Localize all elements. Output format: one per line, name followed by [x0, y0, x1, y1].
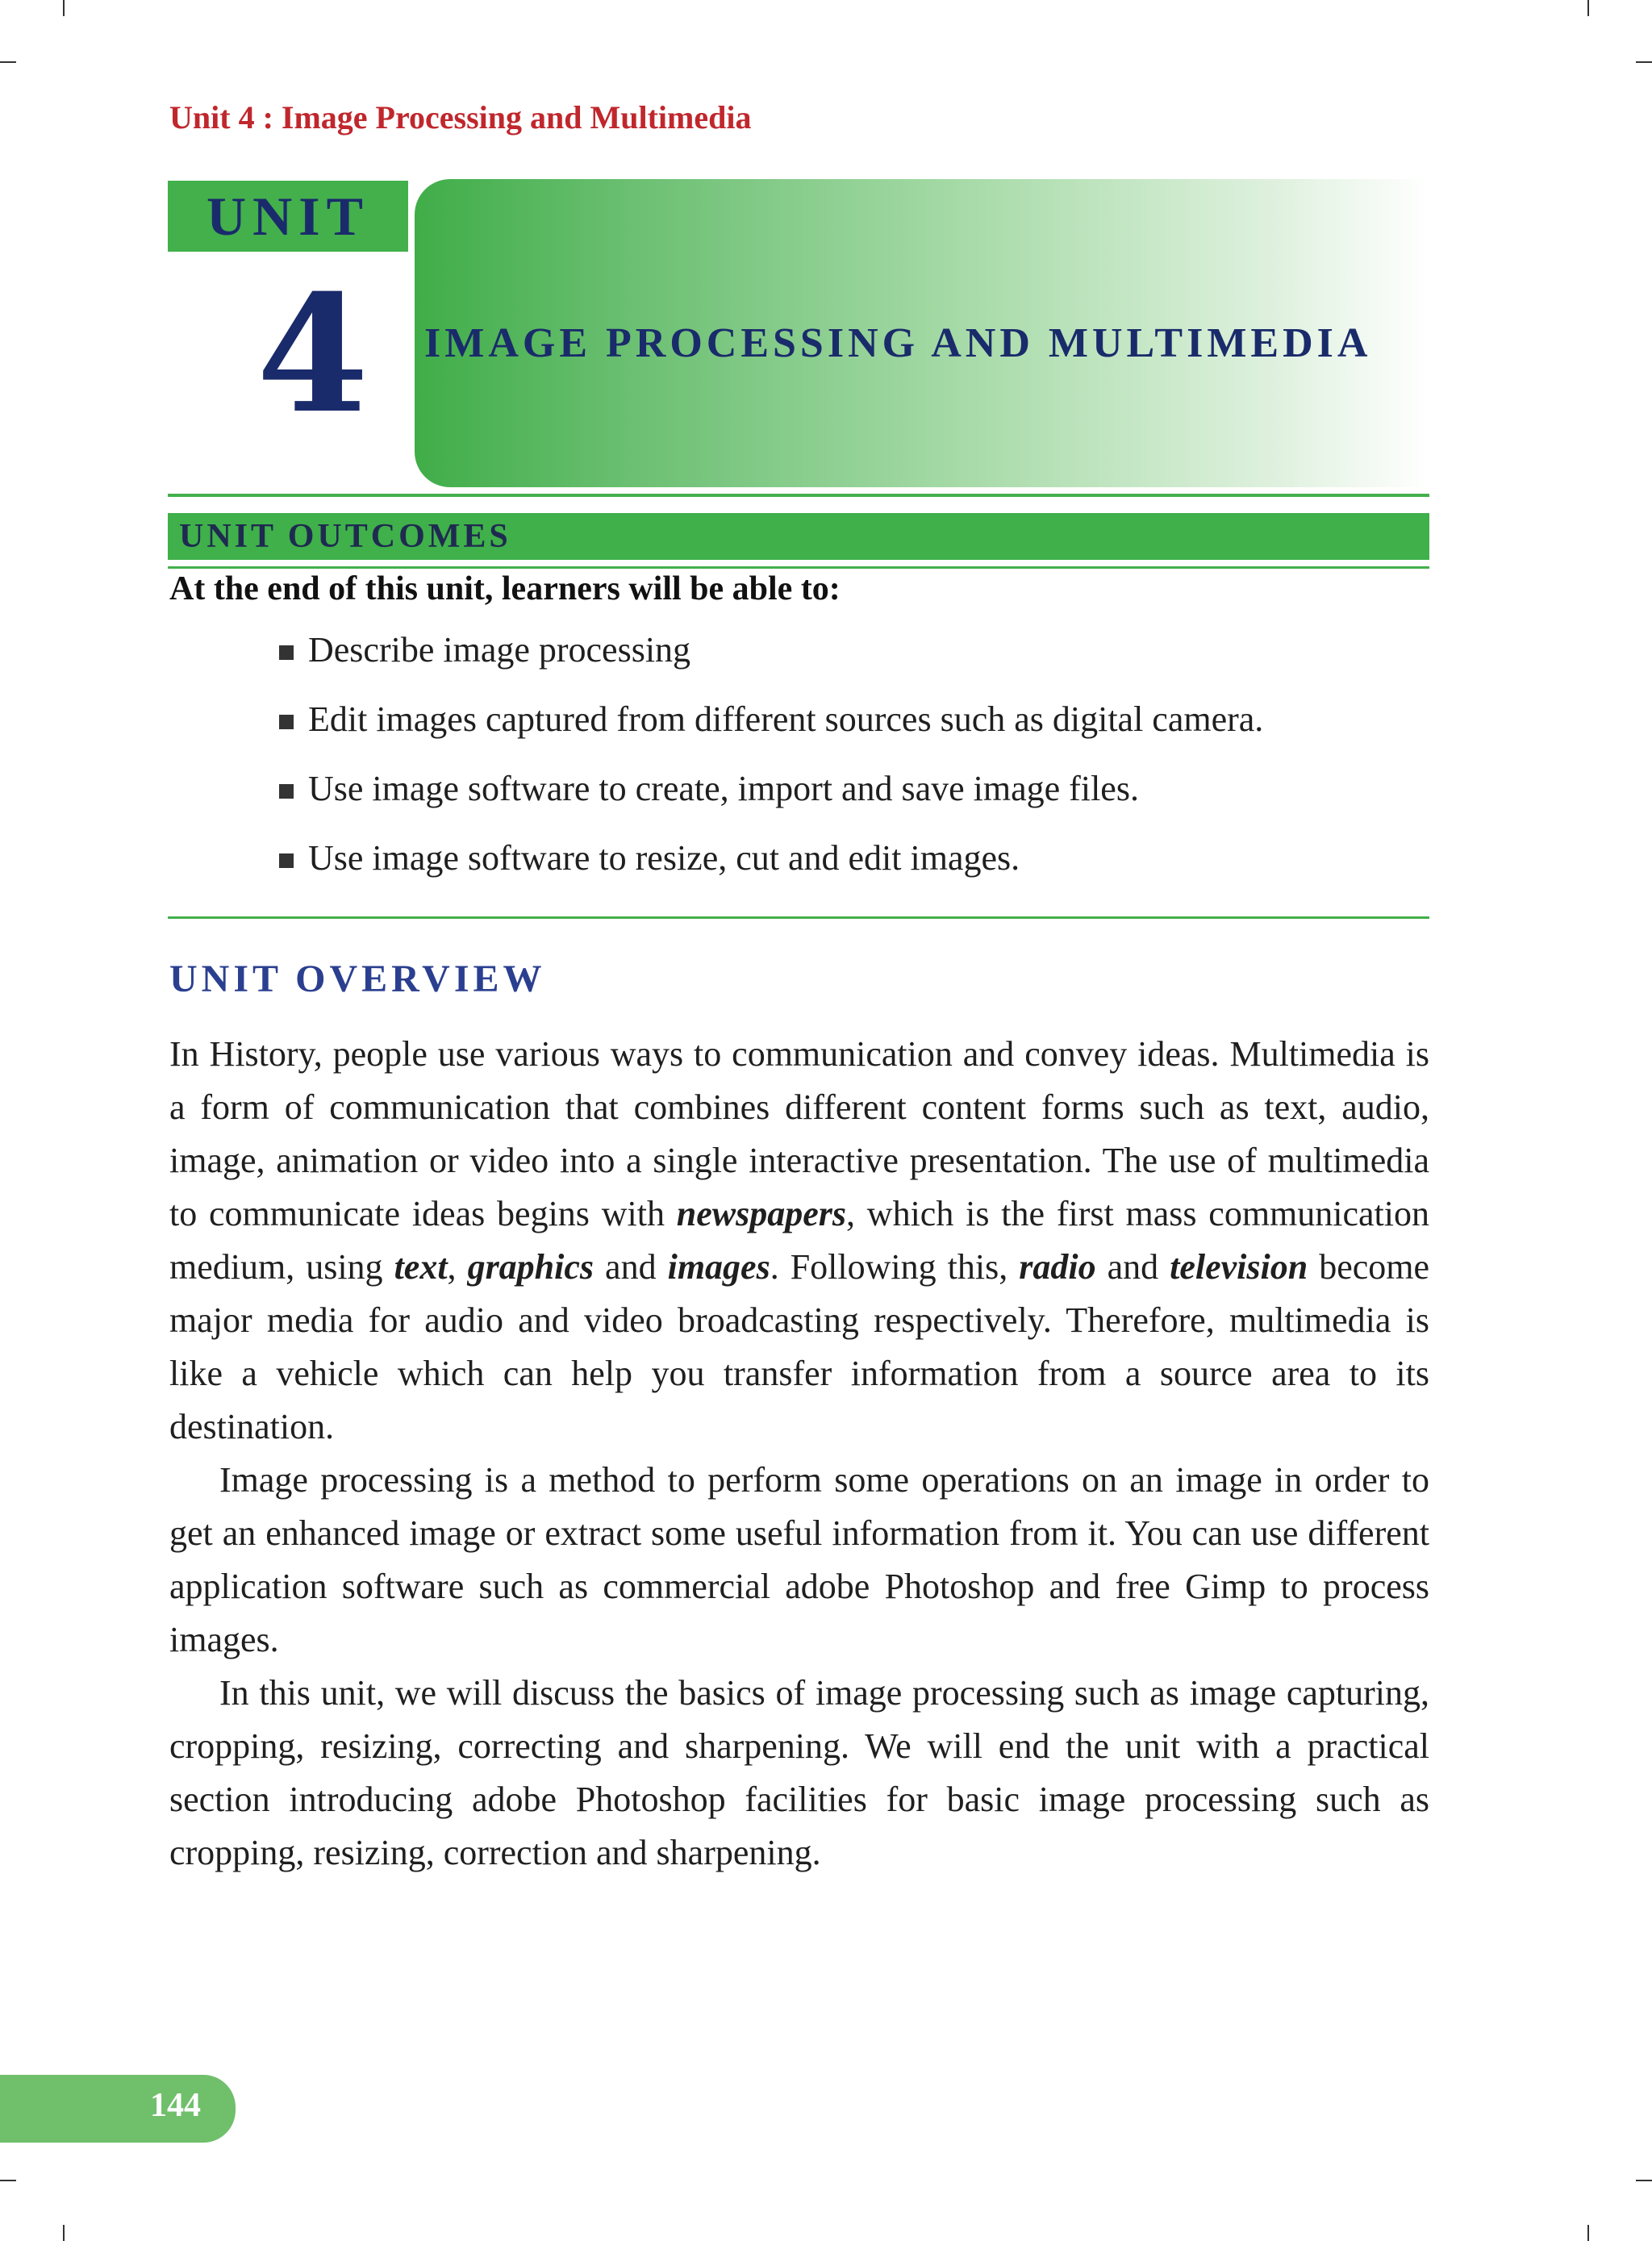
- list-item: Describe image processing: [274, 629, 1263, 699]
- outcomes-list: [274, 629, 1263, 907]
- overview-heading: UNIT OVERVIEW: [169, 958, 546, 1000]
- unit-label: UNIT: [168, 181, 408, 252]
- unit-number: 4: [257, 260, 369, 449]
- divider: [168, 494, 1429, 497]
- crop-mark: [1587, 0, 1589, 16]
- list-item: Edit images captured from different sources such as digital camera.: [274, 699, 1263, 768]
- square-bullet-icon: [279, 715, 294, 729]
- crop-mark: [1636, 61, 1652, 63]
- crop-mark: [63, 2225, 65, 2241]
- outcomes-intro: At the end of this unit, learners will be able to:: [169, 570, 841, 607]
- running-head: Unit 4 : Image Processing and Multimedia: [169, 99, 752, 136]
- divider: [168, 566, 1429, 569]
- crop-mark: [1587, 2225, 1589, 2241]
- square-bullet-icon: [279, 645, 294, 660]
- crop-mark: [0, 61, 16, 63]
- overview-paragraph-1: In History, people use various ways to communication and convey ideas. Multimedia is a form of communication that combines different content forms such as text, audio, image, animation or video into a single interactive presentation. The use of multimedia to communicate ideas begins with newspapers, which is the first mass communication medium, using text, graphics and images. Following this, radio and television become major media for audio and video broadcasting respectively. Therefore, multimedia is like a vehicle which can help you transfer information from a source area to its destination.: [169, 1034, 1430, 1446]
- overview-paragraph-2: Image processing is a method to perform some operations on an image in order to get an enhanced image or extract some useful information from it. You can use different application software such as commercial adobe Photoshop and free Gimp to process images.: [169, 1460, 1429, 1659]
- outcomes-heading: UNIT OUTCOMES: [168, 513, 1429, 560]
- list-item: Use image software to resize, cut and edit images.: [274, 837, 1263, 907]
- page-number: 144: [150, 2087, 201, 2124]
- overview-paragraph-3: In this unit, we will discuss the basics of image processing such as image capturing, cropping, resizing, correcting and sharpening. We will end the unit with a practical section introducing adobe Photoshop facilities for basic image processing such as cropping, resizing, correction and sharpening.: [169, 1673, 1429, 1872]
- unit-title: IMAGE PROCESSING AND MULTIMEDIA: [424, 320, 1372, 366]
- crop-mark: [1636, 2180, 1652, 2181]
- square-bullet-icon: [279, 784, 294, 799]
- divider: [168, 916, 1429, 919]
- crop-mark: [63, 0, 65, 16]
- square-bullet-icon: [279, 853, 294, 868]
- crop-mark: [0, 2180, 16, 2181]
- list-item: Use image software to create, import and save image files.: [274, 768, 1263, 837]
